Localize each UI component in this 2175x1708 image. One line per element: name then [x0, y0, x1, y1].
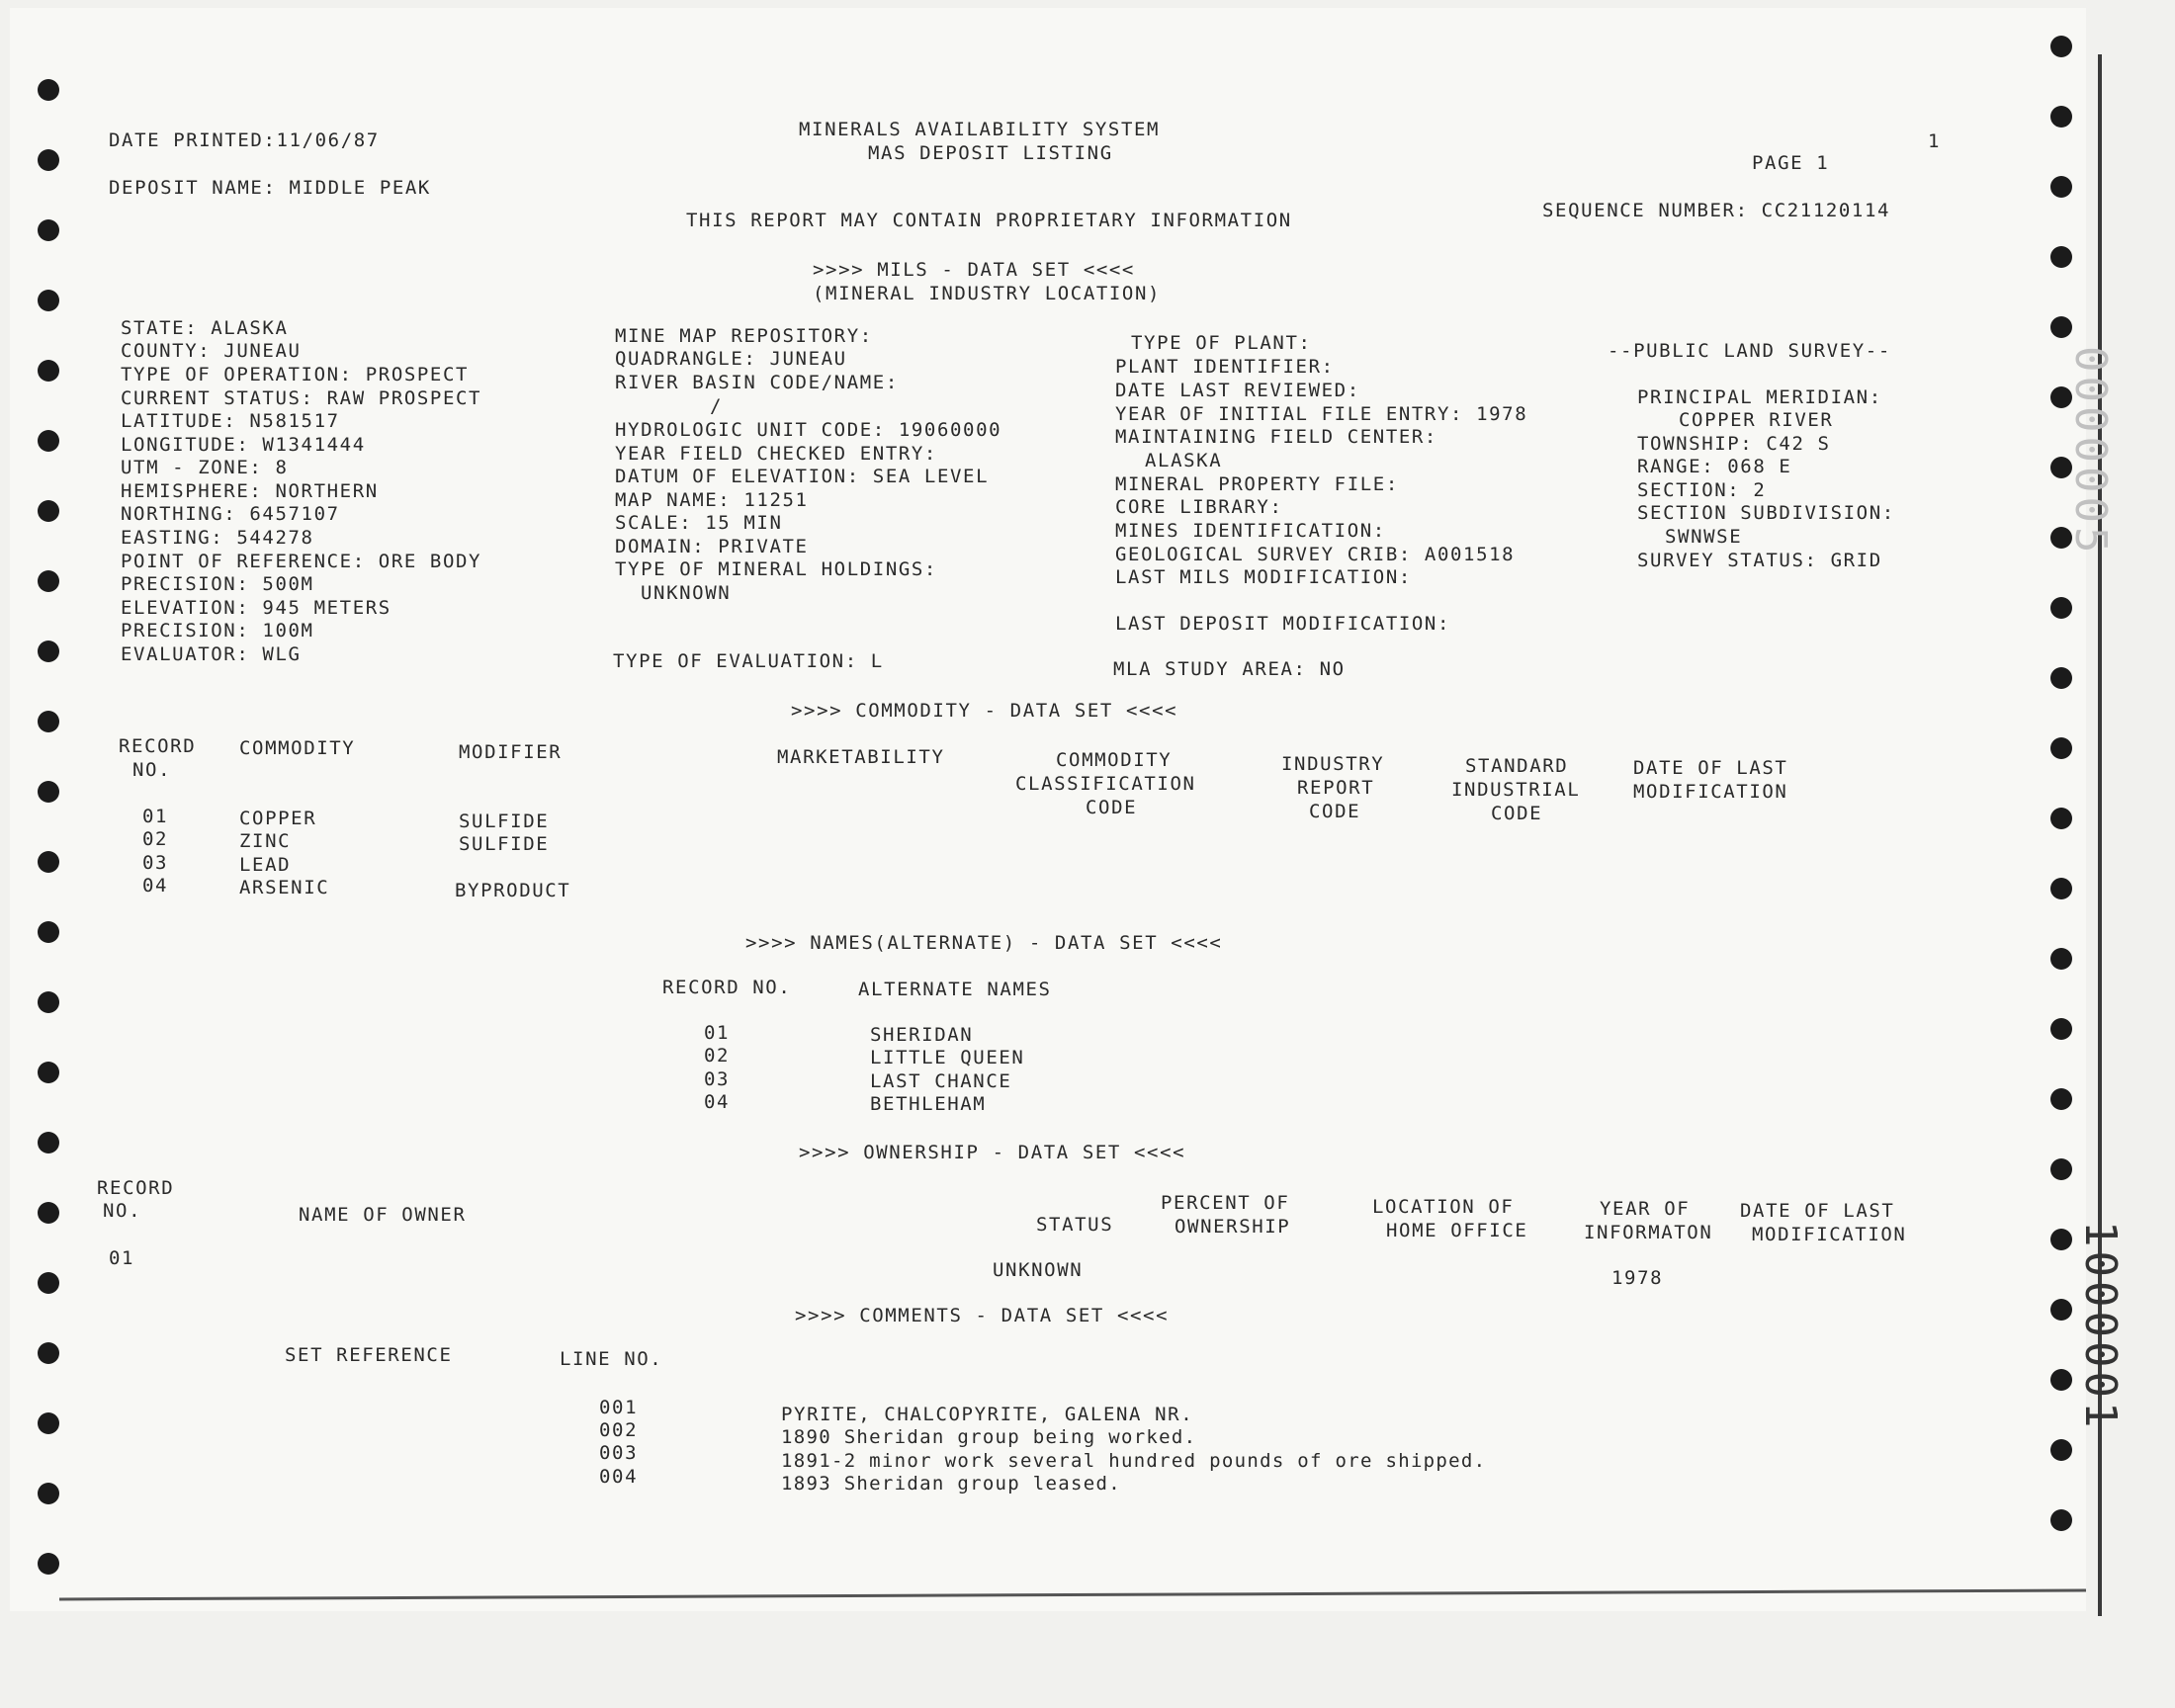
mils-field: UTM - ZONE: 8 — [121, 457, 289, 478]
tractor-hole — [38, 711, 59, 732]
record-no: 03 — [142, 852, 169, 874]
comment-line-no: 004 — [599, 1466, 639, 1488]
tractor-hole — [2050, 176, 2072, 198]
deposit-name: DEPOSIT NAME: MIDDLE PEAK — [109, 177, 431, 199]
column-header: INDUSTRY — [1281, 753, 1385, 775]
mils-field: PRECISION: 100M — [121, 620, 314, 641]
ownership-title: >>>> OWNERSHIP - DATA SET <<<< — [799, 1142, 1186, 1163]
mils-field: EASTING: 544278 — [121, 527, 314, 549]
comment-text: 1891-2 minor work several hundred pounds of ore shipped. — [781, 1450, 1487, 1472]
mils-field: YEAR OF INITIAL FILE ENTRY: 1978 — [1115, 403, 1528, 425]
mils-field: PRECISION: 500M — [121, 573, 314, 595]
column-header: MODIFICATION — [1752, 1224, 1907, 1245]
tractor-hole — [38, 1412, 59, 1434]
column-header: COMMODITY — [1056, 749, 1173, 771]
mils-field: TYPE OF PLANT: — [1131, 332, 1312, 354]
tractor-hole — [38, 79, 59, 101]
mils-field: STATE: ALASKA — [121, 317, 289, 339]
column-header: NO. — [132, 759, 172, 781]
mils-field: POINT OF REFERENCE: ORE BODY — [121, 551, 482, 572]
tractor-hole — [38, 991, 59, 1013]
tractor-hole — [2050, 246, 2072, 268]
comments-title: >>>> COMMENTS - DATA SET <<<< — [795, 1305, 1170, 1326]
tractor-hole — [2050, 1509, 2072, 1531]
tractor-hole — [2050, 667, 2072, 689]
column-header: CODE — [1086, 797, 1138, 818]
mils-field: TOWNSHIP: C42 S — [1637, 433, 1831, 455]
column-header: CODE — [1309, 801, 1361, 822]
commodity-modifier: SULFIDE — [459, 833, 550, 855]
public-land-survey-title: --PUBLIC LAND SURVEY-- — [1608, 340, 1891, 362]
column-header: OWNERSHIP — [1174, 1216, 1291, 1238]
column-header: NO. — [103, 1200, 142, 1222]
record-no: 03 — [704, 1068, 731, 1090]
mils-field: TYPE OF MINERAL HOLDINGS: — [615, 558, 937, 580]
column-header: SET REFERENCE — [285, 1344, 453, 1366]
column-header: LINE NO. — [560, 1348, 663, 1370]
mils-field: RIVER BASIN CODE/NAME: — [615, 372, 899, 393]
column-header: MODIFICATION — [1633, 781, 1788, 803]
tractor-hole — [2050, 737, 2072, 759]
column-header: LOCATION OF — [1372, 1196, 1515, 1218]
record-no: 04 — [142, 875, 169, 897]
tractor-hole — [2050, 948, 2072, 970]
type-of-evaluation: TYPE OF EVALUATION: L — [613, 650, 884, 672]
mils-field: CORE LIBRARY: — [1115, 496, 1283, 518]
tractor-hole — [2050, 1018, 2072, 1040]
comment-text: 1890 Sheridan group being worked. — [781, 1426, 1197, 1448]
record-no: 01 — [109, 1247, 135, 1269]
mils-field: QUADRANGLE: JUNEAU — [615, 348, 847, 370]
commodity-modifier: SULFIDE — [459, 811, 550, 832]
mils-field: COPPER RIVER — [1679, 409, 1834, 431]
column-header: DATE OF LAST — [1740, 1200, 1895, 1222]
alternate-name: SHERIDAN — [870, 1024, 974, 1046]
tractor-hole — [38, 640, 59, 662]
mils-field: MAP NAME: 11251 — [615, 489, 809, 511]
mils-field: PRINCIPAL MERIDIAN: — [1637, 386, 1882, 408]
tractor-hole — [2050, 1299, 2072, 1321]
tractor-hole — [2050, 316, 2072, 338]
tractor-hole — [38, 1483, 59, 1504]
mils-field: HYDROLOGIC UNIT CODE: 19060000 — [615, 419, 1002, 441]
column-header: REPORT — [1297, 777, 1375, 799]
column-header: NAME OF OWNER — [299, 1204, 467, 1226]
column-header: DATE OF LAST — [1633, 757, 1788, 779]
mils-field: UNKNOWN — [641, 582, 732, 604]
record-no: 01 — [142, 806, 169, 827]
column-header: INFORMATON — [1584, 1222, 1713, 1243]
mils-field: MINES IDENTIFICATION: — [1115, 520, 1386, 542]
sequence-number: SEQUENCE NUMBER: CC21120114 — [1542, 200, 1891, 221]
mils-field: HEMISPHERE: NORTHERN — [121, 480, 379, 502]
comment-text: PYRITE, CHALCOPYRITE, GALENA NR. — [781, 1404, 1194, 1425]
tractor-hole — [38, 219, 59, 241]
tractor-hole — [38, 1062, 59, 1083]
commodity-name: COPPER — [239, 808, 317, 829]
mils-field: GEOLOGICAL SURVEY CRIB: A001518 — [1115, 544, 1516, 565]
mils-field: EVALUATOR: WLG — [121, 643, 302, 665]
comment-line-no: 002 — [599, 1419, 639, 1441]
mils-field: MINE MAP REPOSITORY: — [615, 325, 873, 347]
mils-field: PLANT IDENTIFIER: — [1115, 356, 1335, 378]
tractor-hole — [38, 430, 59, 452]
commodity-modifier: BYPRODUCT — [455, 880, 571, 901]
page-number-top: 1 — [1928, 130, 1942, 152]
names-title: >>>> NAMES(ALTERNATE) - DATA SET <<<< — [745, 932, 1223, 954]
tractor-hole — [2050, 1439, 2072, 1461]
mils-field: ALASKA — [1145, 450, 1223, 471]
mils-field: SURVEY STATUS: GRID — [1637, 550, 1882, 571]
mils-field: LATITUDE: N581517 — [121, 410, 340, 432]
column-header: RECORD — [97, 1177, 175, 1199]
tractor-hole — [38, 290, 59, 311]
tractor-hole — [2050, 36, 2072, 57]
record-no: 02 — [704, 1045, 731, 1067]
tractor-hole — [38, 781, 59, 803]
tractor-hole — [38, 1342, 59, 1364]
record-no: 04 — [704, 1091, 731, 1113]
alternate-name: LAST CHANCE — [870, 1070, 1012, 1092]
comment-text: 1893 Sheridan group leased. — [781, 1473, 1121, 1494]
column-header: CLASSIFICATION — [1015, 773, 1196, 795]
system-title: MINERALS AVAILABILITY SYSTEM — [799, 119, 1161, 140]
tractor-hole — [2050, 1088, 2072, 1110]
record-no: 01 — [704, 1022, 731, 1044]
ownership-year: 1978 — [1611, 1267, 1664, 1289]
tractor-hole — [38, 149, 59, 171]
mils-subtitle: (MINERAL INDUSTRY LOCATION) — [813, 283, 1162, 304]
column-header: RECORD NO. — [662, 977, 792, 998]
tractor-hole — [38, 570, 59, 592]
alternate-name: BETHLEHAM — [870, 1093, 987, 1115]
tractor-hole — [2050, 878, 2072, 899]
comment-line-no: 001 — [599, 1397, 639, 1418]
mils-field: / — [710, 395, 724, 417]
mils-field: NORTHING: 6457107 — [121, 503, 340, 525]
column-header: YEAR OF — [1600, 1198, 1691, 1220]
listing-title: MAS DEPOSIT LISTING — [868, 142, 1113, 164]
mils-field: LAST DEPOSIT MODIFICATION: — [1115, 613, 1451, 635]
proprietary-notice: THIS REPORT MAY CONTAIN PROPRIETARY INFORMATION — [686, 210, 1292, 231]
tractor-hole — [38, 1132, 59, 1153]
tractor-hole — [2050, 106, 2072, 128]
column-header: MODIFIER — [459, 741, 563, 763]
mils-field: SECTION: 2 — [1637, 479, 1767, 501]
page-label: PAGE 1 — [1752, 152, 1830, 174]
column-header: STATUS — [1036, 1214, 1114, 1236]
column-header: RECORD — [119, 735, 197, 757]
tractor-hole — [38, 1553, 59, 1575]
mla-study-area: MLA STUDY AREA: NO — [1113, 658, 1346, 680]
ownership-status: UNKNOWN — [993, 1259, 1084, 1281]
printout-page — [10, 8, 2086, 1611]
column-header: STANDARD — [1465, 755, 1569, 777]
tractor-hole — [38, 1202, 59, 1224]
mils-field: DATE LAST REVIEWED: — [1115, 380, 1360, 401]
tractor-hole — [2050, 1229, 2072, 1250]
tractor-hole — [38, 360, 59, 382]
mils-field: MAINTAINING FIELD CENTER: — [1115, 426, 1437, 448]
column-header: MARKETABILITY — [777, 746, 945, 768]
comment-line-no: 003 — [599, 1442, 639, 1464]
record-no: 02 — [142, 828, 169, 850]
tractor-hole — [2050, 1158, 2072, 1180]
mils-field: COUNTY: JUNEAU — [121, 340, 302, 362]
mils-field: CURRENT STATUS: RAW PROSPECT — [121, 387, 482, 409]
mils-field: LAST MILS MODIFICATION: — [1115, 566, 1412, 588]
mils-field: SCALE: 15 MIN — [615, 512, 783, 534]
tractor-hole — [38, 851, 59, 873]
commodity-name: ARSENIC — [239, 877, 330, 898]
tractor-hole — [38, 1272, 59, 1294]
column-header: ALTERNATE NAMES — [858, 979, 1052, 1000]
mils-field: YEAR FIELD CHECKED ENTRY: — [615, 443, 937, 465]
column-header: HOME OFFICE — [1386, 1220, 1528, 1241]
commodity-name: LEAD — [239, 854, 292, 876]
mils-field: LONGITUDE: W1341444 — [121, 434, 366, 456]
date-printed: DATE PRINTED:11/06/87 — [109, 129, 380, 151]
column-header: INDUSTRIAL — [1451, 779, 1581, 801]
column-header: PERCENT OF — [1161, 1192, 1290, 1214]
mils-field: TYPE OF OPERATION: PROSPECT — [121, 364, 470, 385]
tractor-hole — [2050, 597, 2072, 619]
stamp-upper: 0000005 — [2065, 346, 2116, 557]
tractor-hole — [38, 921, 59, 943]
mils-field: RANGE: 068 E — [1637, 456, 1792, 477]
mils-title: >>>> MILS - DATA SET <<<< — [813, 259, 1135, 281]
mils-field: SECTION SUBDIVISION: — [1637, 502, 1895, 524]
tractor-hole — [2050, 808, 2072, 829]
mils-field: DOMAIN: PRIVATE — [615, 536, 809, 557]
mils-field: SWNWSE — [1665, 526, 1743, 548]
mils-field: ELEVATION: 945 METERS — [121, 597, 392, 619]
column-header: CODE — [1491, 803, 1543, 824]
mils-field: MINERAL PROPERTY FILE: — [1115, 473, 1399, 495]
tractor-hole — [38, 500, 59, 522]
commodity-name: ZINC — [239, 830, 292, 852]
tractor-hole — [2050, 1369, 2072, 1391]
mils-field: DATUM OF ELEVATION: SEA LEVEL — [615, 466, 990, 487]
commodity-title: >>>> COMMODITY - DATA SET <<<< — [791, 700, 1178, 722]
alternate-name: LITTLE QUEEN — [870, 1047, 1025, 1068]
stamp-lower: 1000001 — [2075, 1221, 2126, 1432]
column-header: COMMODITY — [239, 737, 356, 759]
